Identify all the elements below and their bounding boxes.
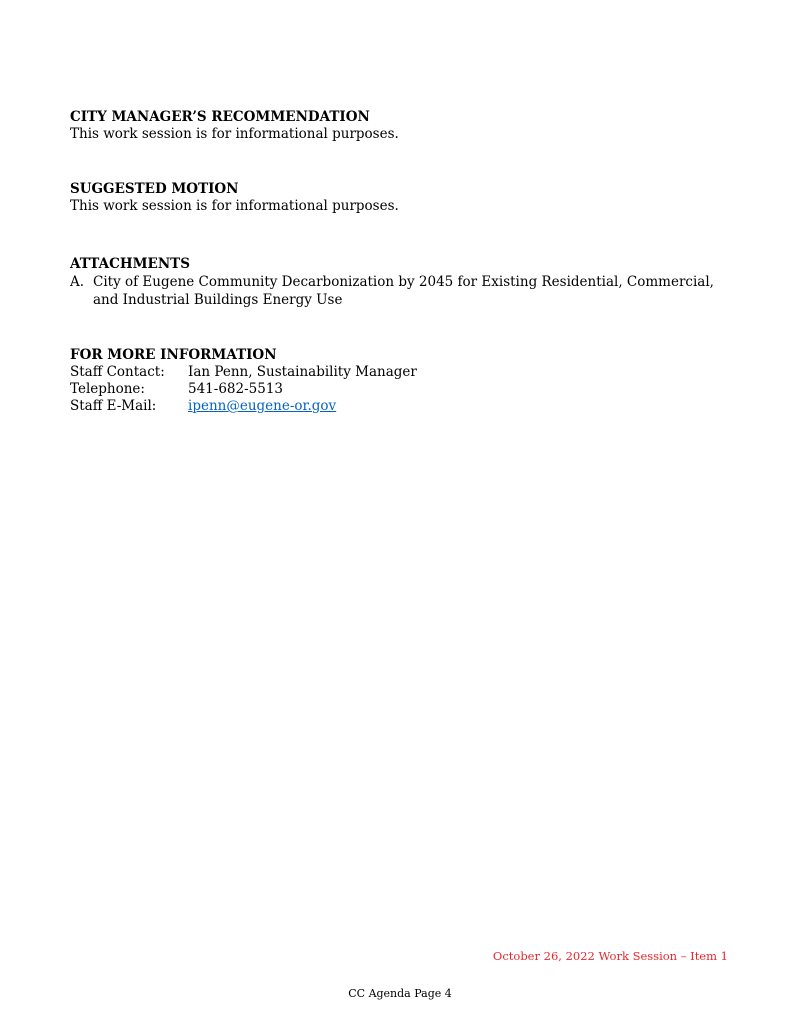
attachment-letter: A.	[70, 274, 85, 290]
staff-email-link[interactable]: ipenn@eugene-or.gov	[188, 398, 337, 414]
attachment-item	[70, 273, 740, 309]
attachment-title: City of Eugene Community Decarbonization by 2045 for Existing Residential, Commercial, and Industrial Buildings Energy Use	[93, 274, 714, 308]
footer-session-label: October 26, 2022 Work Session – Item 1	[492, 949, 728, 963]
footer-page-number: CC Agenda Page 4	[348, 987, 452, 1000]
more-information-section	[70, 347, 740, 415]
more-information-heading: FOR MORE INFORMATION	[70, 347, 277, 363]
telephone-value: 541-682-5513	[188, 381, 284, 397]
staff-email-row	[70, 398, 740, 415]
recommendation-heading: CITY MANAGER’S RECOMMENDATION	[70, 109, 370, 125]
staff-email-value-wrapper	[188, 398, 740, 415]
recommendation-text: This work session is for informational purposes.	[70, 126, 399, 142]
suggested-motion-section	[70, 181, 740, 215]
suggested-motion-heading: SUGGESTED MOTION	[70, 181, 239, 197]
attachments-heading: ATTACHMENTS	[70, 256, 190, 272]
suggested-motion-text: This work session is for informational purposes.	[70, 198, 399, 214]
telephone-row	[70, 381, 740, 398]
staff-contact-row	[70, 364, 740, 381]
staff-contact-label: Staff Contact:	[70, 364, 165, 380]
recommendation-section	[70, 109, 740, 143]
staff-contact-value: Ian Penn, Sustainability Manager	[188, 364, 417, 380]
telephone-label: Telephone:	[70, 381, 145, 397]
staff-email-label: Staff E-Mail:	[70, 398, 157, 414]
attachments-section	[70, 256, 740, 309]
